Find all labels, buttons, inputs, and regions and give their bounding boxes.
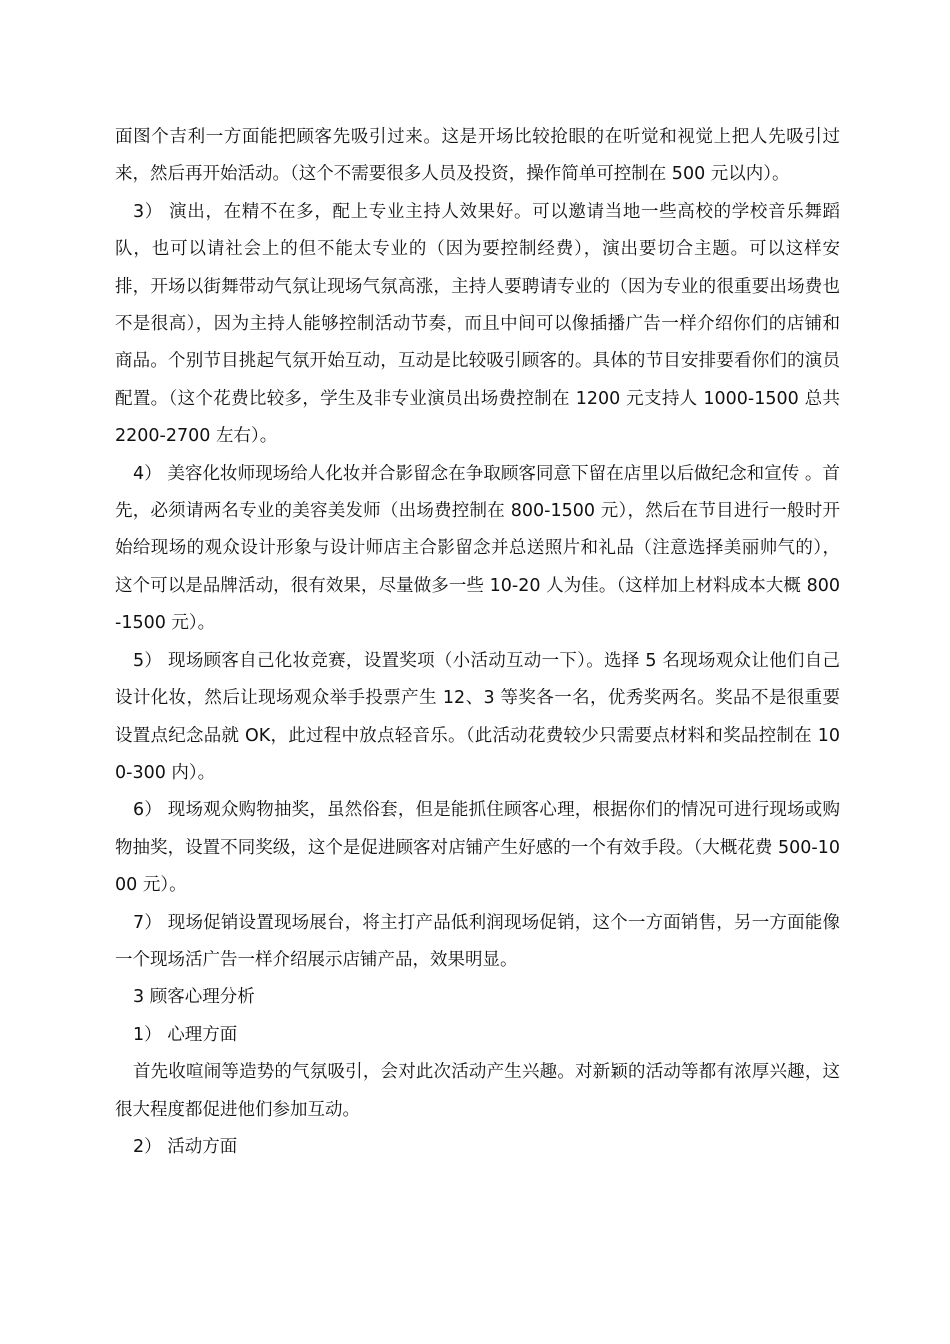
- paragraph-intro-continued: 面图个吉利一方面能把顾客先吸引过来。这是开场比较抢眼的在听觉和视觉上把人先吸引过来，然后再开始活动。（这个不需要很多人员及投资，操作简单可控制在 500 元以内）。: [115, 127, 840, 185]
- document-page: [115, 119, 840, 1166]
- paragraph-item-7-promotion: 7） 现场促销设置现场展台，将主打产品低利润现场促销，这个一方面销售，另一方面能像一个现场活广告一样介绍展示店铺产品，效果明显。: [115, 912, 840, 970]
- subheading-activity: 2） 活动方面: [133, 1136, 238, 1157]
- paragraph-item-4-makeup-artist: 4） 美容化妆师现场给人化妆并合影留念在争取顾客同意下留在店里以后做纪念和宣传 。首先，必须请两名专业的美容美发师（出场费控制在 800-1500 元），然后在节目进行一般时开始给现场的观众设计形象与设计师店主合影留念并总送照片和礼品（注意选择美丽帅气的），这个可以是品牌活动，很有效果，尽量做多一些 10-20 人为佳。（这样加上材料成本大概 800-1500 元）。: [115, 463, 840, 634]
- subheading-psychology: 1） 心理方面: [133, 1024, 238, 1045]
- paragraph-psychology-body: 首先收喧闹等造势的气氛吸引，会对此次活动产生兴趣。对新颖的活动等都有浓厚兴趣，这很大程度都促进他们参加互动。: [115, 1062, 840, 1120]
- paragraph-item-5-makeup-contest: 5） 现场顾客自己化妆竞赛，设置奖项（小活动互动一下）。选择 5 名现场观众让他们自己设计化妆，然后让现场观众举手投票产生 12、3 等奖各一名，优秀奖两名。奖品不是很重要设置点纪念品就 OK，此过程中放点轻音乐。（此活动花费较少只需要点材料和奖品控制在 100-300 内）。: [115, 650, 840, 783]
- paragraph-item-3-performance: 3） 演出，在精不在多，配上专业主持人效果好。可以邀请当地一些高校的学校音乐舞蹈队，也可以请社会上的但不能太专业的（因为要控制经费），演出要切合主题。可以这样安排，开场以街舞带动气氛让现场气氛高涨，主持人要聘请专业的（因为专业的很重要出场费也不是很高），因为主持人能够控制活动节奏，而且中间可以像插播广告一样介绍你们的店铺和商品。个别节目挑起气氛开始互动，互动是比较吸引顾客的。具体的节目安排要看你们的演员配置。（这个花费比较多，学生及非专业演员出场费控制在 1200 元支持人 1000-1500 总共 2200-2700 左右）。: [115, 201, 840, 447]
- paragraph-item-6-lottery: 6） 现场观众购物抽奖，虽然俗套，但是能抓住顾客心理，根据你们的情况可进行现场或购物抽奖，设置不同奖级，这个是促进顾客对店铺产生好感的一个有效手段。（大概花费 500-1000 元）。: [115, 800, 840, 896]
- section-heading-customer-psychology: 3 顾客心理分析: [133, 987, 255, 1008]
